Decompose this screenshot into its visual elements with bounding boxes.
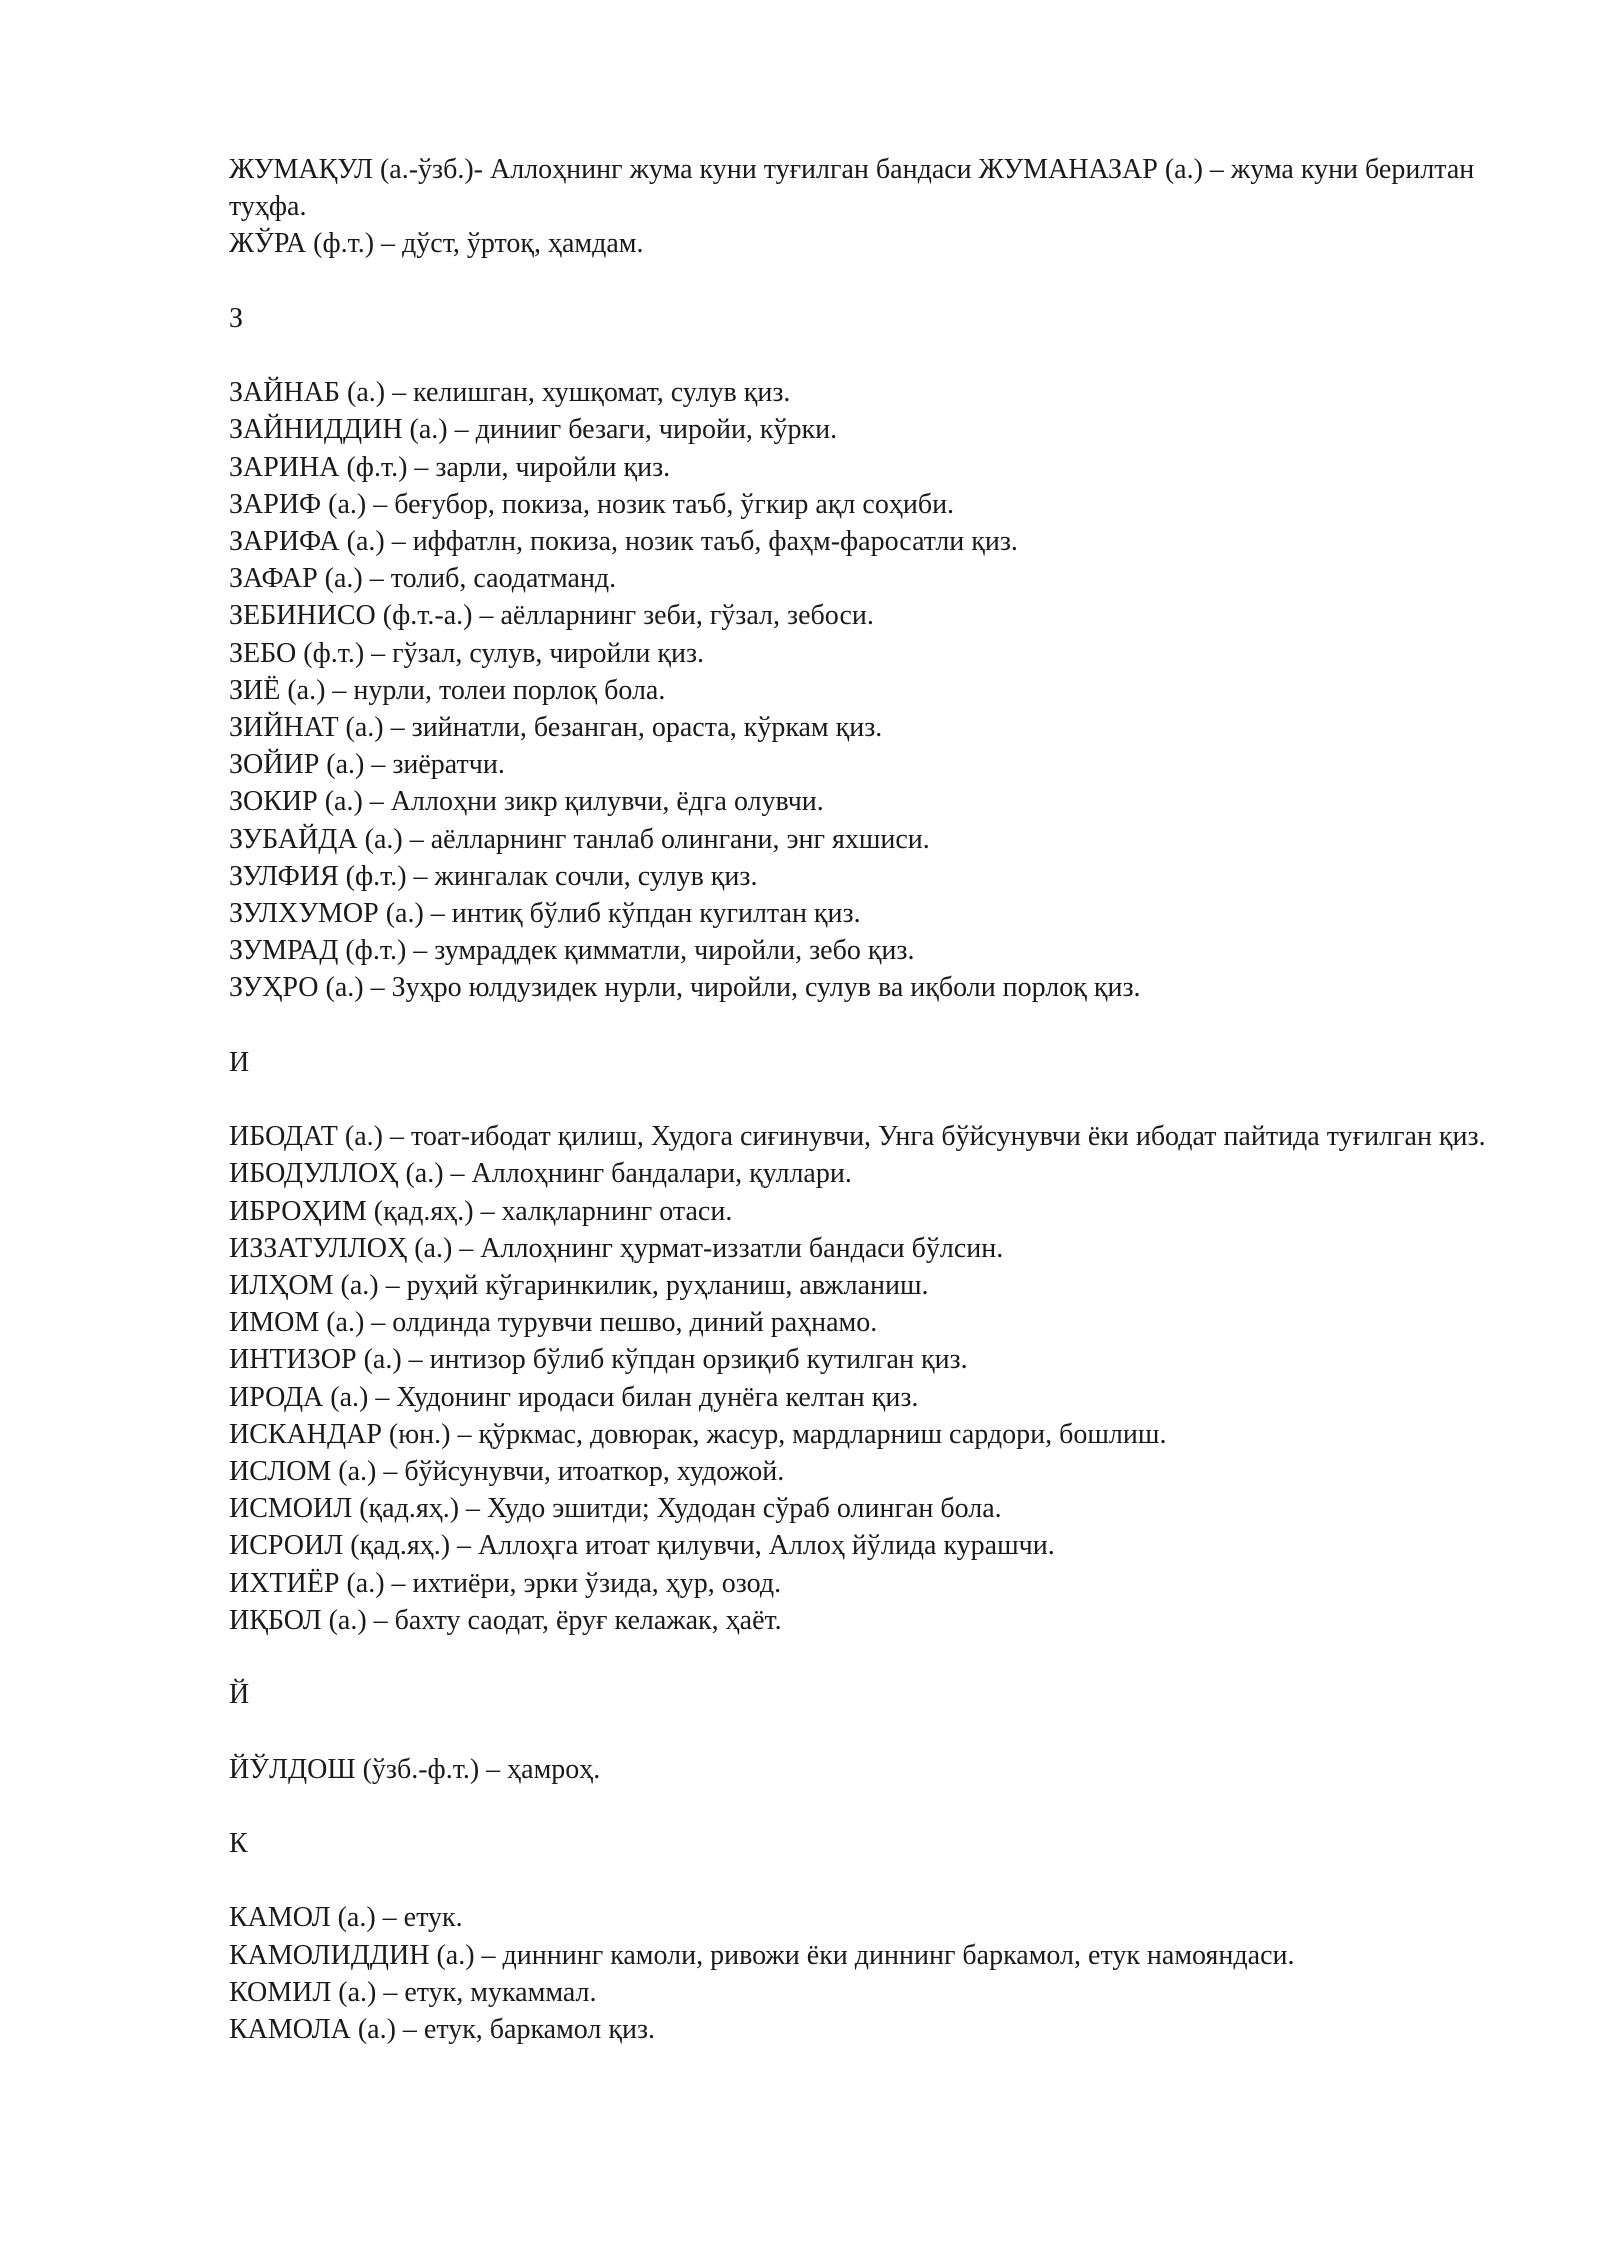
section-y-entries (229, 1751, 1489, 1788)
name-entry: ЗИЁ (а.) – нурли, толеи порлоқ бола. (229, 674, 666, 706)
spacer (229, 1862, 1489, 1899)
name-entry: ИСРОИЛ (қад.яҳ.) – Аллоҳга итоат қилувчи, Аллоҳ йўлида курашчи. (229, 1530, 1055, 1562)
name-entry: ИЛҲОМ (а.) – руҳий кўгаринкилик, руҳланиш, авжланиш. (229, 1270, 929, 1302)
name-entry: ИСМОИЛ (қад.яҳ.) – Худо эшитди; Худодан сўраб олинган бола. (229, 1493, 1002, 1525)
name-entry: ИБОДАТ (а.) – тоат-ибодат қилиш, Худога сиғинувчи, Унга бўйсунувчи ёки ибодат пайтида туғилган қиз. (229, 1121, 1486, 1153)
name-entry: ЗЕБИНИСО (ф.т.-а.) – аёлларнинг зеби, гўзал, зебоси. (229, 600, 874, 632)
name-entry: ЗУҲРО (а.) – Зуҳро юлдузидек нурли, чиройли, сулув ва иқболи порлоқ қиз. (229, 972, 1141, 1004)
name-entry: ЗАЙНИДДИН (а.) – динииг безаги, чиройи, кўрки. (229, 414, 838, 446)
name-entry: ЗУБАЙДА (а.) – аёлларнинг танлаб олингани, энг яхшиси. (229, 823, 930, 855)
name-entry: ЗАФАР (а.) – толиб, саодатманд. (229, 563, 617, 595)
entry-jumaqul: ЖУМАҚУЛ (а.-ўзб.)- Аллоҳнинг жума куни туғилган бандаси ЖУМАНАЗАР (а.) – жума куни берилтан туҳфа. (229, 154, 1475, 223)
name-entry: ЗИЙНАТ (а.) – зийнатли, безанган, ораста, кўркам қиз. (229, 712, 883, 744)
name-entry: ИСЛОМ (а.) – бўйсунувчи, итоаткор, художой. (229, 1456, 785, 1488)
section-k-entries (229, 1899, 1489, 2048)
entry-jura: ЖЎРА (ф.т.) – дўст, ўртоқ, ҳамдам. (229, 228, 644, 260)
name-entry: КОМИЛ (а.) – етук, мукаммал. (229, 1976, 597, 2008)
name-entry: ЗОЙИР (а.) – зиёратчи. (229, 749, 505, 781)
name-entry: ЗУЛХУМОР (а.) – интиқ бўлиб кўпдан кугилтан қиз. (229, 898, 861, 930)
name-entry: ИҚБОЛ (а.) – бахту саодат, ёруғ келажак, ҳаёт. (229, 1604, 782, 1636)
spacer (229, 1007, 1489, 1044)
name-entry: ЗУМРАД (ф.т.) – зумраддек қимматли, чиройли, зебо қиз. (229, 935, 915, 967)
name-entry: ИНТИЗОР (а.) – интизор бўлиб кўпдан орзиқиб кутилган қиз. (229, 1344, 968, 1376)
spacer (229, 263, 1489, 300)
name-entry: ЗУЛФИЯ (ф.т.) – жингалак сочли, сулув қиз. (229, 860, 758, 892)
name-entry: КАМОЛИДДИН (а.) – диннинг камоли, ривожи ёки диннинг баркамол, етук намояндаси. (229, 1939, 1295, 1971)
section-i-entries (229, 1118, 1489, 1639)
name-entry: ЗЕБО (ф.т.) – гўзал, сулув, чиройли қиз. (229, 637, 705, 669)
document-page (229, 151, 1489, 2048)
name-entry: ЗАРИФ (а.) – беғубор, покиза, нозик таъб, ўгкир ақл соҳиби. (229, 488, 955, 520)
name-entry: ИРОДА (а.) – Худонинг иродаси билан дунёга келтан қиз. (229, 1381, 919, 1413)
name-entry: ЗОКИР (а.) – Аллоҳни зикр қилувчи, ёдга олувчи. (229, 786, 824, 818)
spacer (229, 1713, 1489, 1750)
section-z-entries (229, 374, 1489, 1006)
name-entry: ЗАЙНАБ (а.) – келишган, хушқомат, сулув қиз. (229, 377, 791, 409)
name-entry: ИБРОҲИМ (қад.яҳ.) – халқларнинг отаси. (229, 1195, 733, 1227)
name-entry: КАМОЛ (а.) – етук. (229, 1902, 463, 1934)
name-entry: ЗАРИНА (ф.т.) – зарли, чиройли қиз. (229, 451, 671, 483)
spacer (229, 1639, 1489, 1676)
name-entry: ИХТИЁР (а.) – ихтиёри, эрки ўзида, ҳур, озод. (229, 1567, 782, 1599)
section-letter-i: И (229, 1046, 250, 1078)
spacer (229, 1788, 1489, 1825)
name-entry: ЗАРИФА (а.) – иффатлн, покиза, нозик таъб, фаҳм-фаросатли қиз. (229, 526, 1018, 557)
name-entry: ЙЎЛДОШ (ўзб.-ф.т.) – ҳамроҳ. (229, 1753, 601, 1785)
name-entry: ИМОМ (а.) – олдинда турувчи пешво, диний раҳнамо. (229, 1307, 878, 1339)
section-letter-k: К (229, 1828, 248, 1860)
section-letter-y: Й (229, 1679, 250, 1711)
name-entry: КАМОЛА (а.) – етук, баркамол қиз. (229, 2014, 656, 2046)
name-entry: ИЗЗАТУЛЛОҲ (а.) – Аллоҳнинг ҳурмат-иззатли бандаси бўлсин. (229, 1232, 1004, 1264)
spacer (229, 337, 1489, 374)
spacer (229, 1081, 1489, 1118)
name-entry: ИБОДУЛЛОҲ (а.) – Аллоҳнинг бандалари, қуллари. (229, 1158, 852, 1190)
section-letter-z: З (229, 302, 244, 334)
name-entry: ИСКАНДАР (юн.) – қўркмас, довюрак, жасур, мардларниш сардори, бошлиш. (229, 1418, 1167, 1450)
